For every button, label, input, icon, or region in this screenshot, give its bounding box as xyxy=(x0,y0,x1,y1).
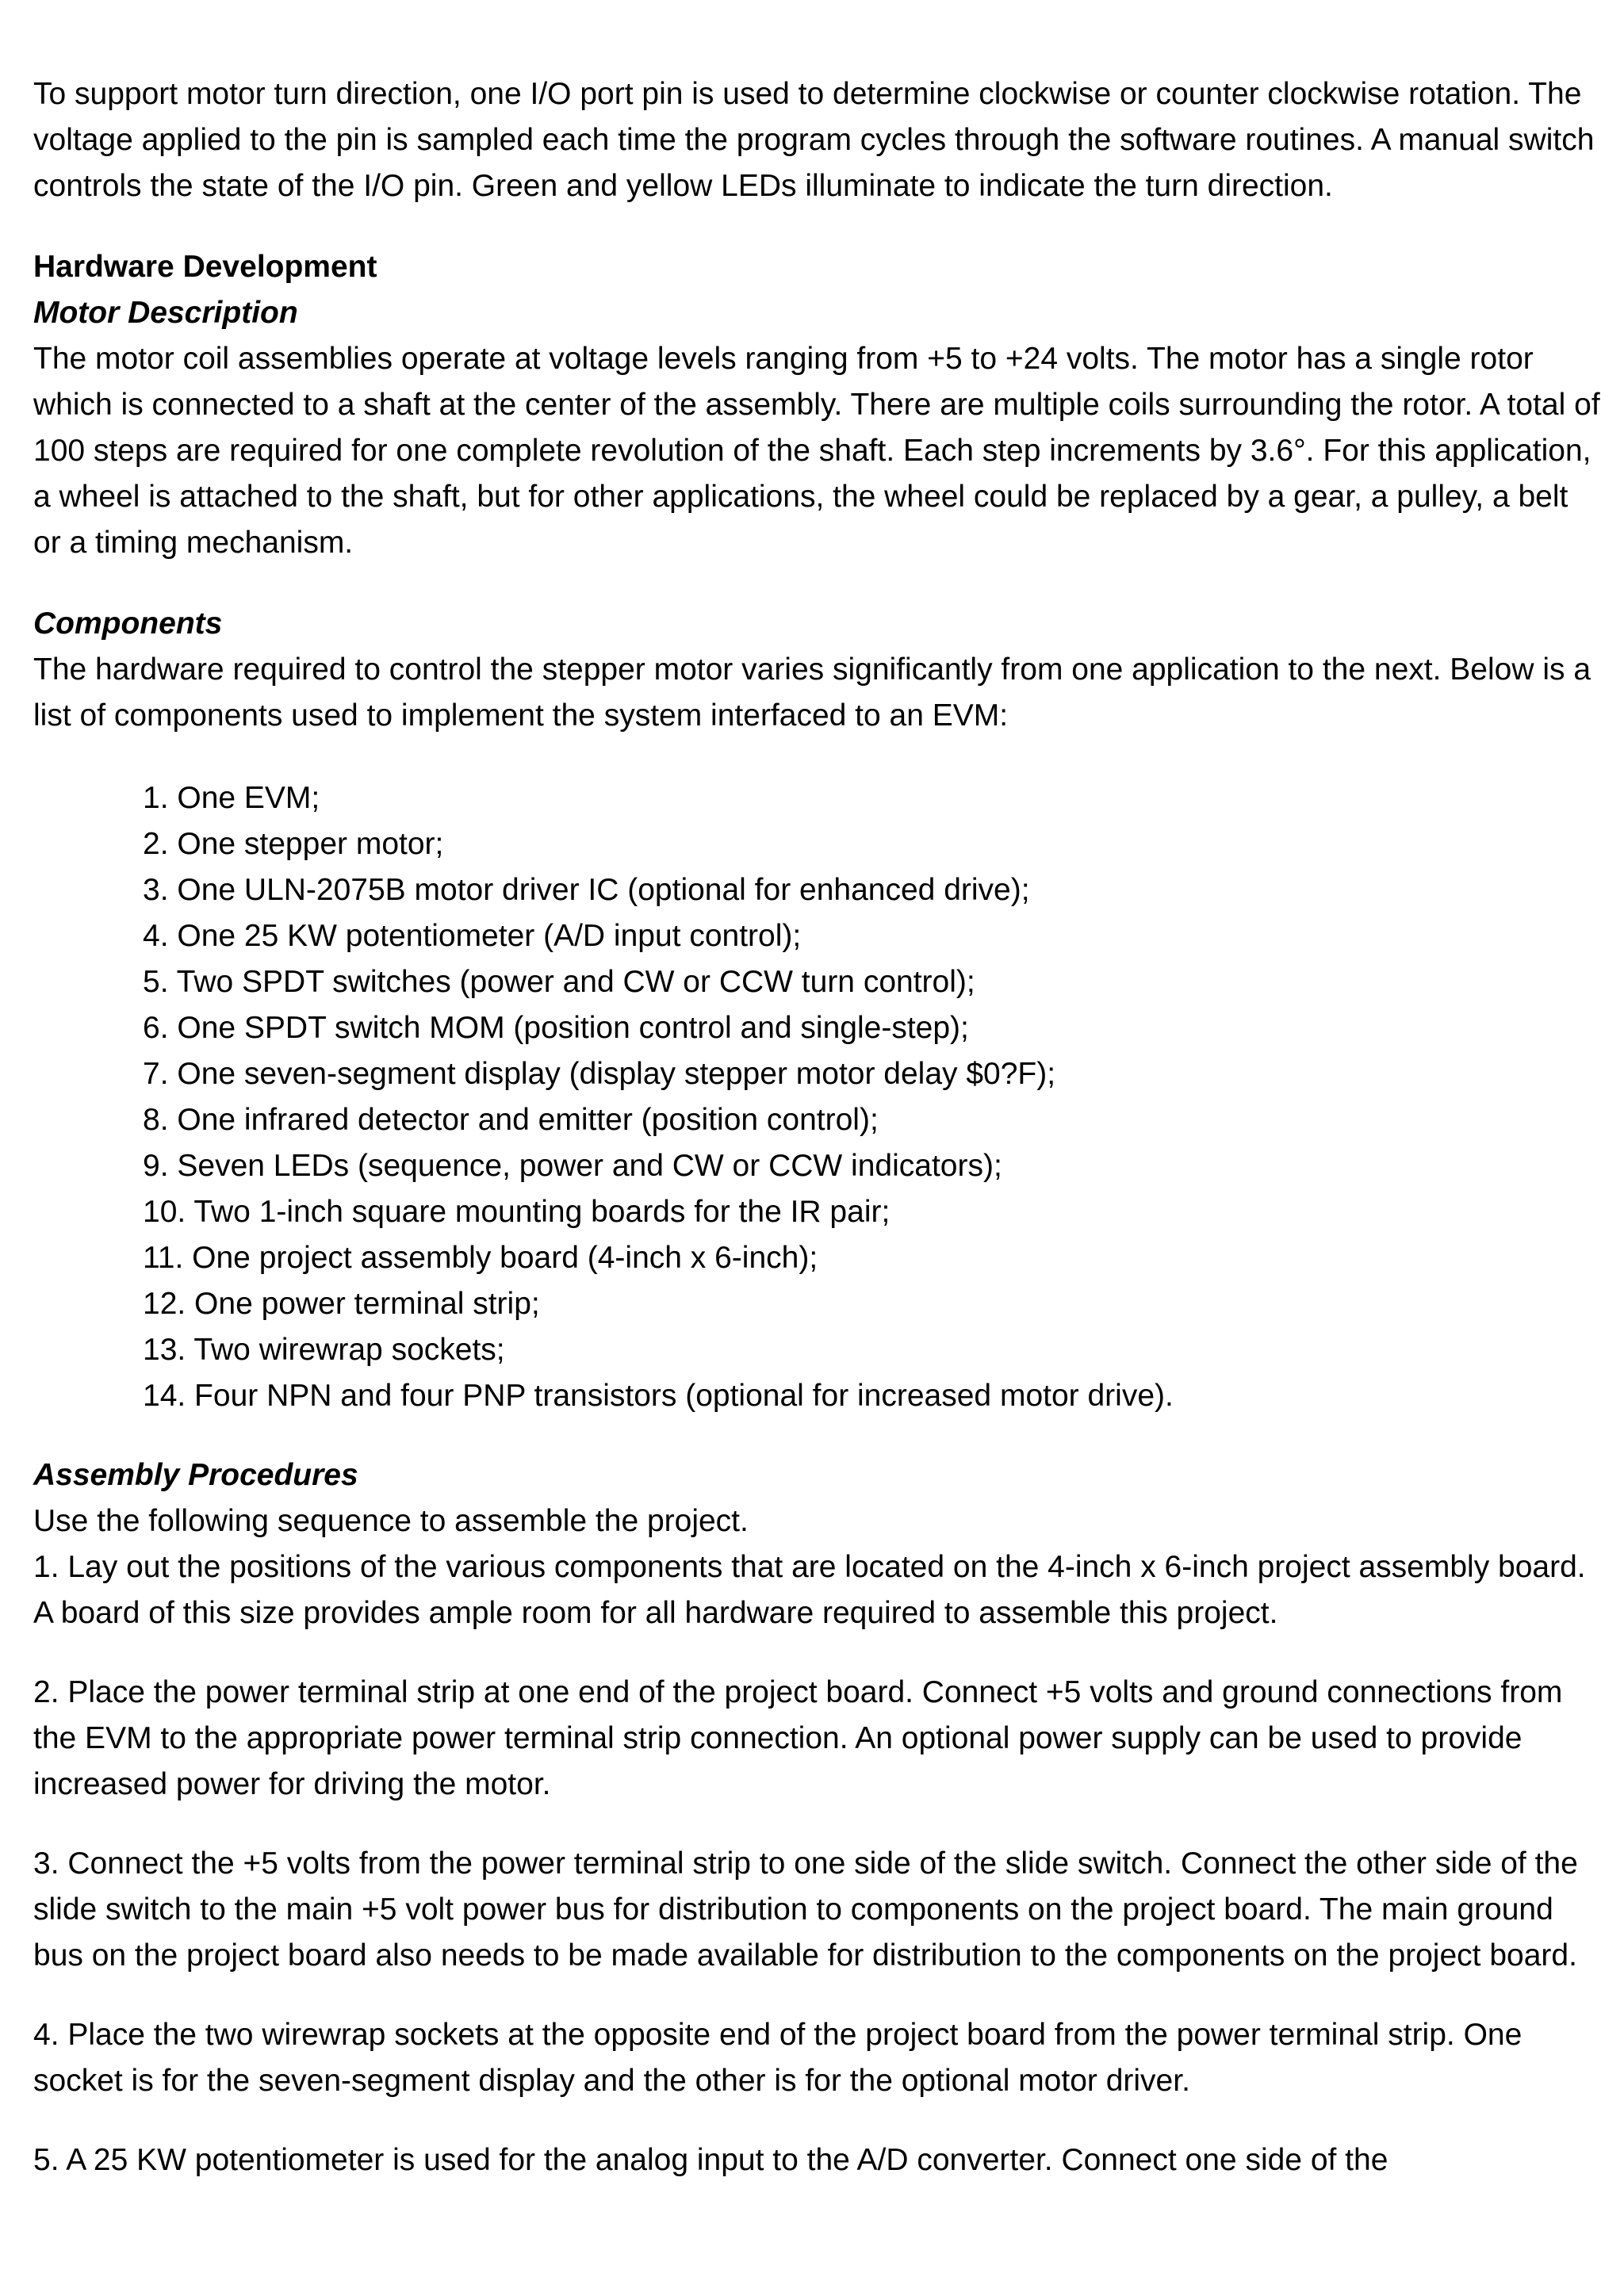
assembly-step: 1. Lay out the positions of the various components that are located on the 4-inch x 6-inch project assembly board. A board of this size provides ample room for all hardware required to assemble this project. xyxy=(33,1550,1586,1630)
assembly-intro: Use the following sequence to assemble the project. xyxy=(33,1504,749,1538)
list-item: 9. Seven LEDs (sequence, power and CW or CCW indicators); xyxy=(143,1149,1002,1183)
motor-description-heading: Motor Description xyxy=(33,296,298,330)
intro-paragraph: To support motor turn direction, one I/O port pin is used to determine clockwise or counter clockwise rotation. The voltage applied to the pin is sampled each time the program cycles through the software routines. A manual switch controls the state of the I/O pin. Green and yellow LEDs illuminate to indicate the turn direction. xyxy=(33,77,1595,203)
assembly-step: 2. Place the power terminal strip at one end of the project board. Connect +5 volts and ground connections from the EVM to the appropriate power terminal strip connection. An optional power supply can be used to provide increased power for driving the motor. xyxy=(33,1675,1563,1801)
assembly-step: 3. Connect the +5 volts from the power terminal strip to one side of the slide switch. Connect the other side of the slide switch to the main +5 volt power bus for distribution to components on the project board. The main ground bus on the project board also needs to be made available for distribution to the components on the project board. xyxy=(33,1846,1578,1973)
list-item: 13. Two wirewrap sockets; xyxy=(143,1333,505,1367)
list-item: 2. One stepper motor; xyxy=(143,827,444,861)
list-item: 14. Four NPN and four PNP transistors (optional for increased motor drive). xyxy=(143,1379,1174,1413)
components-paragraph: The hardware required to control the stepper motor varies significantly from one application to the next. Below is a list of components used to implement the system interfaced to an EVM: xyxy=(33,652,1591,733)
components-heading: Components xyxy=(33,607,223,641)
assembly-step: 4. Place the two wirewrap sockets at the opposite end of the project board from the power terminal strip. One socket is for the seven-segment display and the other is for the optional motor driver. xyxy=(33,2018,1522,2098)
list-item: 1. One EVM; xyxy=(143,781,320,815)
assembly-step: 5. A 25 KW potentiometer is used for the analog input to the A/D converter. Connect one side of the xyxy=(33,2143,1388,2177)
motor-description-paragraph: The motor coil assemblies operate at voltage levels ranging from +5 to +24 volts. The motor has a single rotor which is connected to a shaft at the center of the assembly. There are multiple coils surrounding the rotor. A total of 100 steps are required for one complete revolution of the shaft. Each step increments by 3.6°. For this application, a wheel is attached to the shaft, but for other applications, the wheel could be replaced by a gear, a pulley, a belt or a timing mechanism. xyxy=(33,342,1600,560)
list-item: 12. One power terminal strip; xyxy=(143,1287,540,1321)
list-item: 10. Two 1-inch square mounting boards for the IR pair; xyxy=(143,1195,891,1229)
hardware-development-heading: Hardware Development xyxy=(33,250,377,284)
list-item: 8. One infrared detector and emitter (position control); xyxy=(143,1103,879,1137)
list-item: 11. One project assembly board (4-inch x 6-inch); xyxy=(143,1241,818,1275)
assembly-procedures-heading: Assembly Procedures xyxy=(33,1458,358,1492)
list-item: 3. One ULN-2075B motor driver IC (optional for enhanced drive); xyxy=(143,873,1030,907)
components-list xyxy=(33,775,1603,1419)
list-item: 5. Two SPDT switches (power and CW or CCW turn control); xyxy=(143,965,975,999)
list-item: 6. One SPDT switch MOM (position control and single-step); xyxy=(143,1011,969,1045)
list-item: 4. One 25 KW potentiometer (A/D input control); xyxy=(143,919,802,953)
document-page xyxy=(33,71,1603,2183)
list-item: 7. One seven-segment display (display stepper motor delay $0?F); xyxy=(143,1057,1056,1091)
